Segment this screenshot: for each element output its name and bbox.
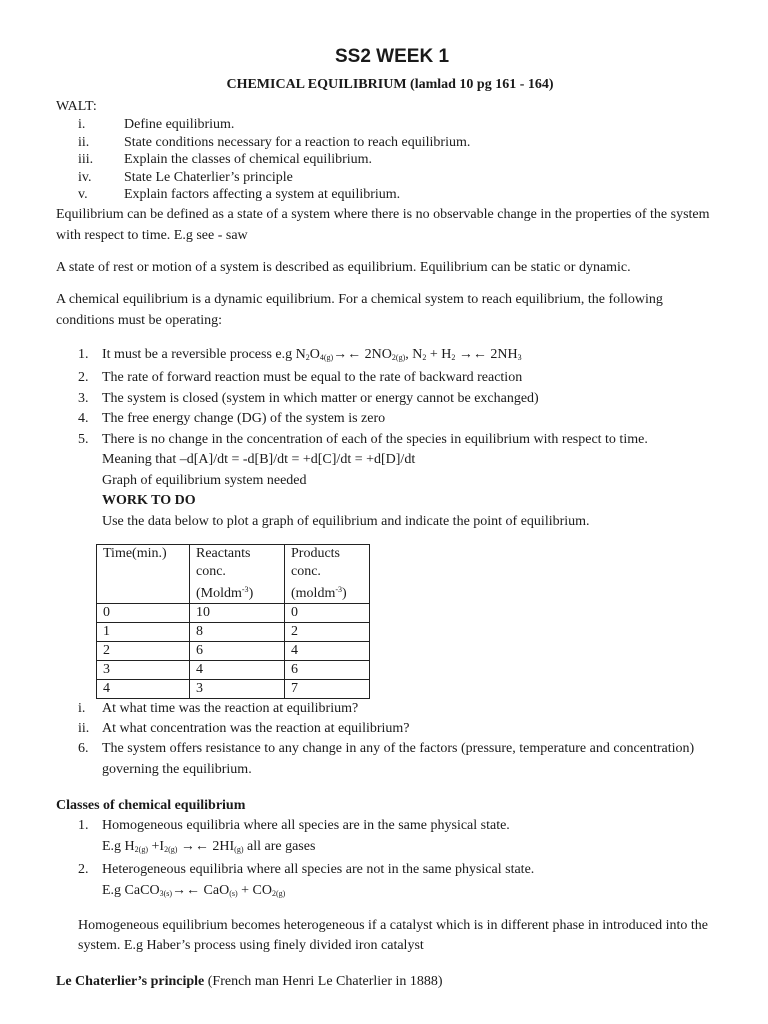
condition-item (56, 345, 716, 369)
table-cell: 2 (285, 623, 370, 642)
subscript: 4(g) (319, 352, 334, 362)
homogeneous-example (56, 837, 716, 861)
condition-text: The system offers resistance to any change in any of the factors (pressure, temperature and concentration) governing the equilibrium. (102, 741, 695, 777)
table-row (97, 623, 370, 642)
condition-text: It must be a reversible process e.g N (102, 346, 306, 362)
walt-item-number: iv. (78, 169, 92, 185)
rate-expression: Meaning that –d[A]/dt = -d[B]/dt = +d[C]/dt = +d[D]/dt (102, 452, 416, 467)
walt-item-text: State Le Chaterlier’s principle (124, 169, 293, 185)
condition-number: 6. (78, 741, 89, 756)
table-header-row (97, 545, 370, 604)
header-line: ) (248, 586, 254, 601)
table-cell: 8 (190, 623, 285, 642)
condition-text: The free energy change (DG) of the system is zero (102, 411, 386, 426)
walt-item (56, 151, 716, 169)
work-to-do-text: Use the data below to plot a graph of equilibrium and indicate the point of equilibrium. (102, 513, 590, 529)
page-title: SS2 WEEK 1 (334, 46, 450, 67)
walt-item-text: Explain factors affecting a system at equilibrium. (124, 187, 401, 202)
header-line: conc. (291, 564, 321, 579)
formula-part: 2HI (208, 838, 235, 854)
walt-item-number: i. (78, 117, 86, 132)
walt-item (56, 134, 716, 152)
column-header-reactants (190, 545, 285, 604)
column-header-time: Time(min.) (97, 545, 190, 604)
condition-item (56, 389, 716, 410)
table-cell: 4 (285, 642, 370, 661)
class-item (56, 860, 716, 881)
condition-item (56, 409, 716, 430)
equilibrium-data-table (96, 544, 370, 699)
table-cell: 6 (190, 642, 285, 661)
table-cell: 6 (285, 661, 370, 680)
subscript: 2 (305, 352, 310, 362)
formula-part: E.g H (102, 838, 135, 854)
equilibrium-arrows-icon: →← (333, 346, 362, 362)
class-item (56, 816, 716, 837)
formula-part: 2NO (361, 346, 392, 362)
condition-number: 2. (78, 370, 89, 385)
equilibrium-arrows-icon: →← (458, 346, 487, 362)
walt-item-text: Explain the classes of chemical equilibrium. (124, 152, 373, 167)
walt-item (56, 169, 716, 187)
condition-item (56, 739, 716, 780)
walt-item-number: ii. (78, 134, 90, 150)
walt-item (56, 116, 716, 134)
graph-note: Graph of equilibrium system needed (102, 472, 307, 488)
formula-part: all are gases (243, 838, 316, 854)
document-page (56, 44, 716, 992)
walt-item-number: iii. (78, 152, 94, 167)
formula-part: , N (405, 346, 423, 362)
table-cell: 0 (285, 604, 370, 623)
chemical-equilibrium-paragraph: A chemical equilibrium is a dynamic equilibrium. For a chemical system to reach equilibrium, the following conditions must be operating: (56, 291, 663, 328)
equilibrium-arrows-icon: →← (172, 882, 201, 898)
walt-item-number: v. (78, 187, 88, 202)
rest-motion-paragraph: A state of rest or motion of a system is described as equilibrium. Equilibrium can be static or dynamic. (56, 259, 631, 275)
header-line: Reactants (196, 546, 251, 561)
class-text: Homogeneous equilibria where all species are in the same physical state. (102, 818, 510, 833)
subscript: 2(g) (164, 844, 178, 854)
table-cell: 2 (97, 642, 190, 661)
condition-number: 1. (78, 346, 89, 362)
walt-list (56, 116, 716, 204)
header-line: conc. (196, 564, 226, 579)
le-chatelier-heading: Le Chaterlier’s principle (56, 974, 205, 989)
definition-paragraph: Equilibrium can be defined as a state of a system where there is no observable change in the properties of the system with respect to time. E.g see - saw (56, 206, 710, 243)
subscript: 2 (451, 352, 456, 362)
header-line: (Moldm (196, 586, 242, 601)
table-row (97, 642, 370, 661)
table-cell: 1 (97, 623, 190, 642)
superscript: -3 (241, 585, 249, 594)
subscript: 2(g) (391, 352, 406, 362)
condition-number: 4. (78, 411, 89, 426)
table-cell: 0 (97, 604, 190, 623)
class-number: 1. (78, 818, 89, 833)
header-line: ) (342, 586, 347, 601)
conditions-list-continued (56, 739, 716, 780)
condition-item (56, 430, 716, 451)
class-number: 2. (78, 862, 89, 877)
le-chatelier-line (56, 972, 716, 992)
walt-item-text: Define equilibrium. (124, 117, 235, 132)
condition-text: The rate of forward reaction must be equal to the rate of backward reaction (102, 370, 523, 385)
subscript: (s) (229, 888, 238, 898)
column-header-products (285, 545, 370, 604)
conditions-list (56, 345, 716, 451)
subscript: 2(g) (134, 844, 148, 854)
questions-list (56, 699, 716, 739)
page-subtitle: CHEMICAL EQUILIBRIUM (lamlad 10 pg 161 - 164) (226, 77, 554, 92)
table-row (97, 661, 370, 680)
formula-part: 2NH (486, 346, 518, 362)
condition-number: 3. (78, 390, 89, 406)
walt-label: WALT: (56, 99, 97, 114)
subscript: 2 (422, 352, 427, 362)
condition-text: There is no change in the concentration of each of the species in equilibrium with respect to time. (102, 431, 648, 447)
question-text: At what time was the reaction at equilibrium? (102, 701, 359, 716)
table-cell: 4 (97, 680, 190, 699)
subscript: 2(g) (271, 888, 286, 898)
subscript: 3 (517, 352, 522, 362)
condition-item (56, 368, 716, 389)
table-row (97, 680, 370, 699)
question-text: At what concentration was the reaction at equilibrium? (102, 721, 410, 736)
header-line: (moldm (291, 586, 336, 601)
table-cell: 4 (190, 661, 285, 680)
subscript: (g) (234, 844, 244, 854)
question-item (56, 719, 716, 739)
table-row (97, 604, 370, 623)
question-item (56, 699, 716, 719)
condition-number: 5. (78, 431, 89, 447)
le-chatelier-note: (French man Henri Le Chaterlier in 1888) (204, 974, 443, 989)
classes-list (56, 816, 716, 837)
walt-item (56, 186, 716, 204)
question-number: i. (78, 701, 86, 716)
equilibrium-arrows-icon: →← (180, 838, 209, 854)
work-to-do-heading: WORK TO DO (102, 493, 196, 508)
catalyst-note: Homogeneous equilibrium becomes heterogeneous if a catalyst which is in different phase in introduced into the system. E.g Haber’s process using finely divided iron catalyst (78, 918, 708, 953)
table-cell: 3 (97, 661, 190, 680)
table-cell: 10 (190, 604, 285, 623)
formula-part: O (309, 346, 320, 362)
heterogeneous-example (56, 881, 716, 905)
superscript: -3 (335, 585, 343, 594)
formula-part: CaO (200, 882, 230, 898)
subscript: 3(s) (159, 888, 173, 898)
classes-list-continued (56, 860, 716, 881)
formula-part: + H (426, 346, 452, 362)
formula-part: +I (148, 838, 165, 854)
classes-heading: Classes of chemical equilibrium (56, 798, 246, 813)
formula-part: + CO (237, 882, 272, 898)
table-cell: 7 (285, 680, 370, 699)
walt-item-text: State conditions necessary for a reaction to reach equilibrium. (124, 134, 471, 150)
condition-text: The system is closed (system in which matter or energy cannot be exchanged) (102, 390, 539, 406)
class-text: Heterogeneous equilibria where all species are not in the same physical state. (102, 862, 535, 877)
question-number: ii. (78, 721, 90, 736)
formula-part: E.g CaCO (102, 882, 160, 898)
header-line: Products (291, 546, 340, 561)
table-cell: 3 (190, 680, 285, 699)
